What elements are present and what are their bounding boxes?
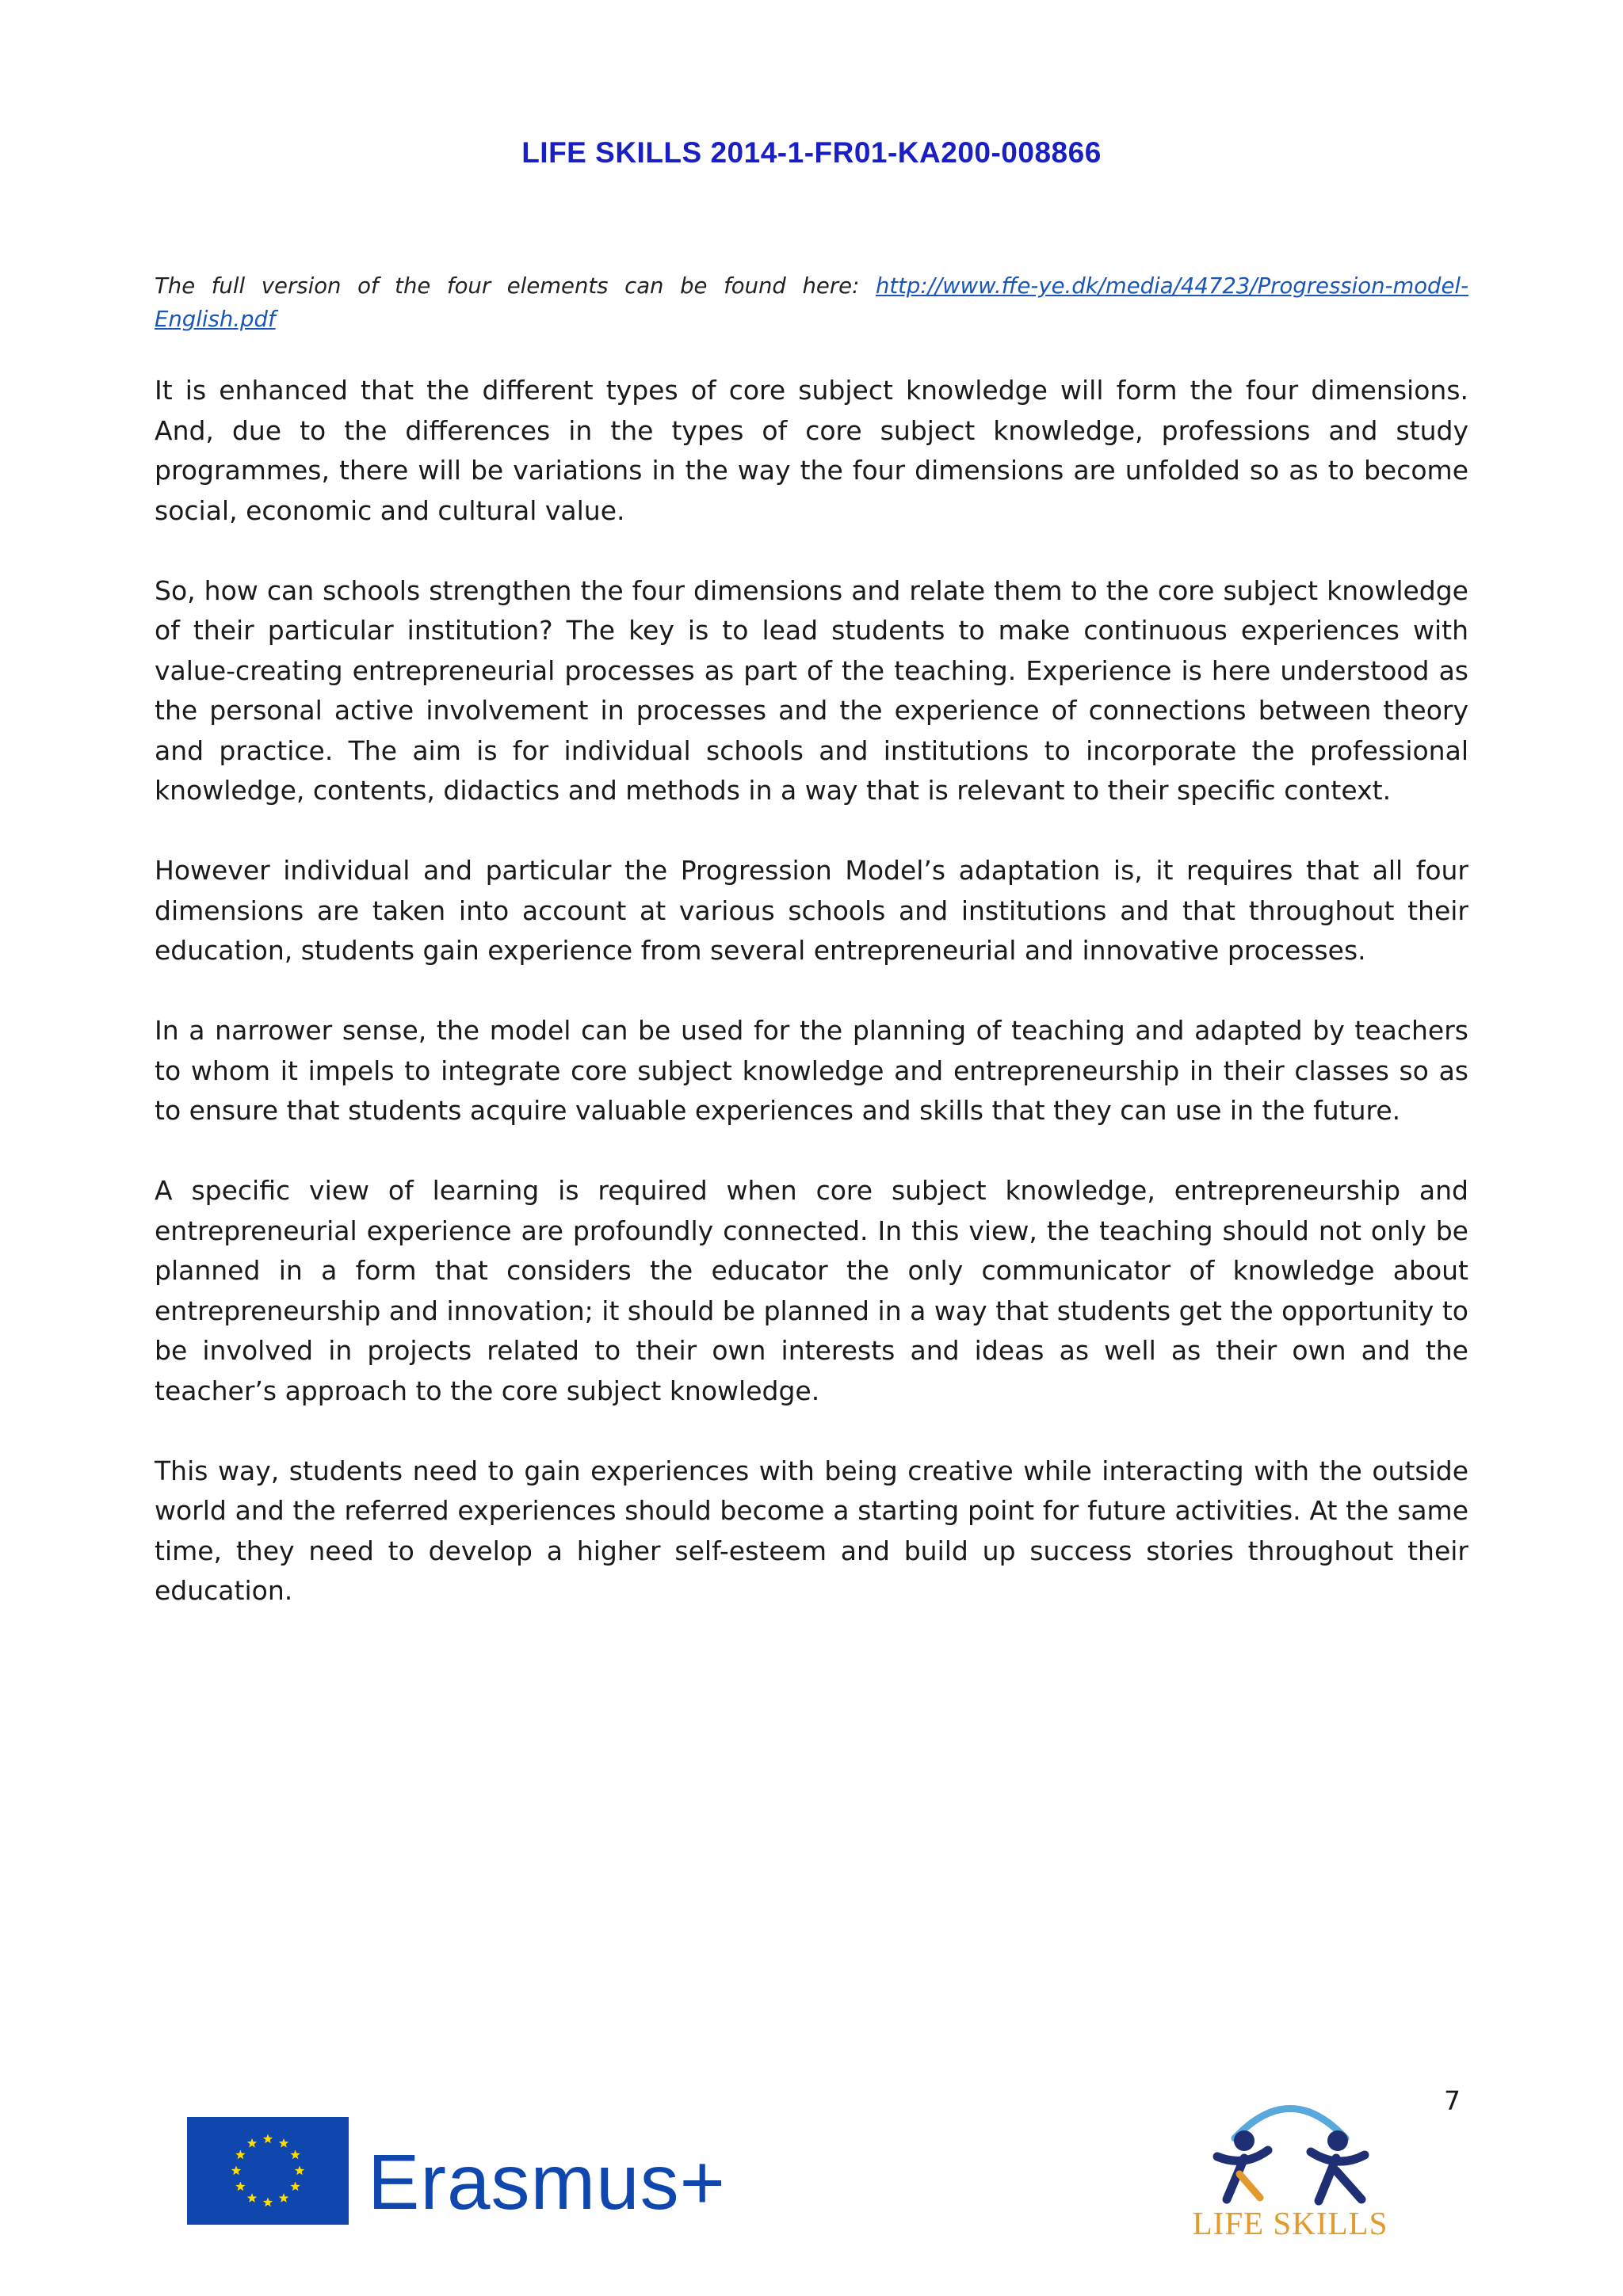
paragraph: A specific view of learning is required when core subject knowledge, entrepreneurship and entrepreneurial experience are profoundly connected. In this view, the teaching should not only be planned in a form that considers the educator the only communicator of knowledge about entrepreneurship and innovation; it should be planned in a way that students get the opportunity to be involved in projects related to their own interests and ideas as well as their own and the teacher’s approach to the core subject knowledge. — [155, 1175, 1468, 1406]
page-number: 7 — [1444, 2085, 1461, 2116]
source-note — [155, 269, 1468, 336]
paragraph: So, how can schools strengthen the four dimensions and relate them to the core subject knowledge of their particular institution? The key is to lead students to make continuous experiences with value-creating entrepreneurial processes as part of the teaching. Experience is here understood as the personal active involvement in processes and the experience of connections between theory and practice. The aim is for individual schools and institutions to incorporate the professional knowledge, contents, didactics and methods in a way that is relevant to their specific context. — [155, 574, 1468, 806]
life-skills-wordmark: LIFE SKILLS — [1192, 2205, 1388, 2241]
page-header-title: LIFE SKILLS 2014-1-FR01-KA200-008866 — [521, 136, 1102, 169]
progression-model-link[interactable]: http://www.ffe-ye.dk/media/44723/Progression-model-English.pdf — [155, 273, 1468, 332]
paragraph: This way, students need to gain experiences with being creative while interacting with the outside world and the referred experiences should become a starting point for future activities. At the same time, they need to develop a higher self-esteem and build up success stories throughout their education. — [155, 1455, 1468, 1606]
eu-flag-icon — [187, 2117, 349, 2225]
paragraph: In a narrower sense, the model can be used for the planning of teaching and adapted by teachers to whom it impels to integrate core subject knowledge and entrepreneurship in their classes so as to ensure that students acquire valuable experiences and skills that they can use in the future. — [155, 1015, 1468, 1126]
erasmus-wordmark: Erasmus+ — [368, 2138, 726, 2225]
paragraph: However individual and particular the Progression Model’s adaptation is, it requires that all four dimensions are taken into account at various schools and institutions and that throughout their education, students gain experience from several entrepreneurial and innovative processes. — [155, 855, 1468, 966]
body-text — [155, 371, 1468, 1651]
source-note-text: The full version of the four elements can be found here: — [155, 273, 876, 299]
erasmus-logo — [187, 2114, 726, 2227]
paragraph: It is enhanced that the different types of core subject knowledge will form the four dimensions. And, due to the differences in the types of core subject knowledge, professions and study programmes, there will be variations in the way the four dimensions are unfolded so as to become social, economic and cultural value. — [155, 375, 1468, 526]
